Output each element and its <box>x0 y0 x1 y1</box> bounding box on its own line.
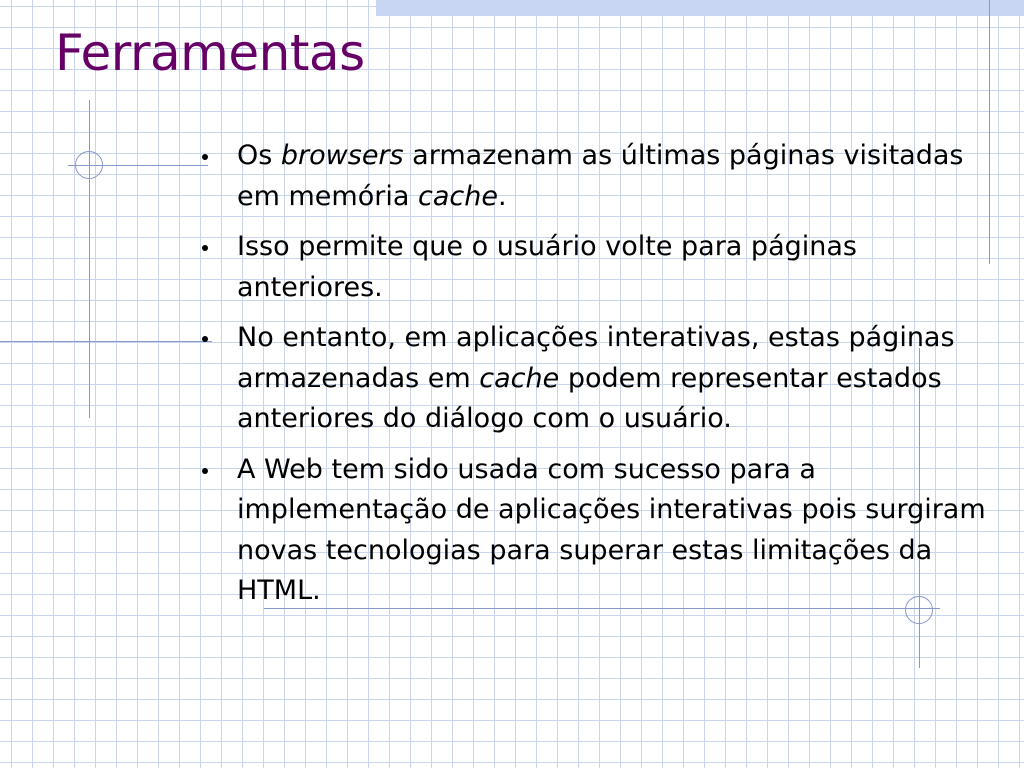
bullet-dot-icon <box>202 245 208 251</box>
italic-segment: browsers <box>280 140 404 171</box>
decor-line-left-vertical <box>89 100 90 418</box>
slide-title: Ferramentas <box>55 24 365 82</box>
bullet-dot-icon <box>202 468 208 474</box>
bullet-item <box>200 450 990 612</box>
text-segment: A Web tem sido usada com sucesso para a implementação de aplicações interativas pois surgiram novas tecnologias para superar estas limitações da HTML. <box>237 453 986 606</box>
bullet-text <box>237 454 986 607</box>
bullet-list <box>200 136 990 622</box>
bullet-dot-icon <box>202 336 208 342</box>
bullet-dot-icon <box>202 154 208 160</box>
decor-circle-left <box>75 151 103 179</box>
text-segment: podem representar estados anteriores do diálogo com o usuário. <box>237 362 942 434</box>
text-segment: No entanto, em aplicações interativas, estas páginas armazenadas em <box>237 322 955 394</box>
text-segment: . <box>497 180 507 212</box>
bullet-text <box>237 140 963 212</box>
italic-segment: cache <box>479 362 560 394</box>
decor-line-mid-horizontal <box>0 341 212 342</box>
text-segment: armazenam as últimas páginas visitadas em memória <box>237 140 964 212</box>
bullet-item <box>200 227 990 308</box>
top-accent-band <box>376 0 1024 16</box>
bullet-text <box>237 322 955 434</box>
bullet-item <box>200 318 990 440</box>
bullet-item <box>200 136 990 217</box>
bullet-text <box>237 231 857 303</box>
italic-segment: cache <box>417 180 498 212</box>
text-segment: Isso permite que o usuário volte para páginas anteriores. <box>237 231 857 303</box>
text-segment: Os <box>237 140 281 171</box>
